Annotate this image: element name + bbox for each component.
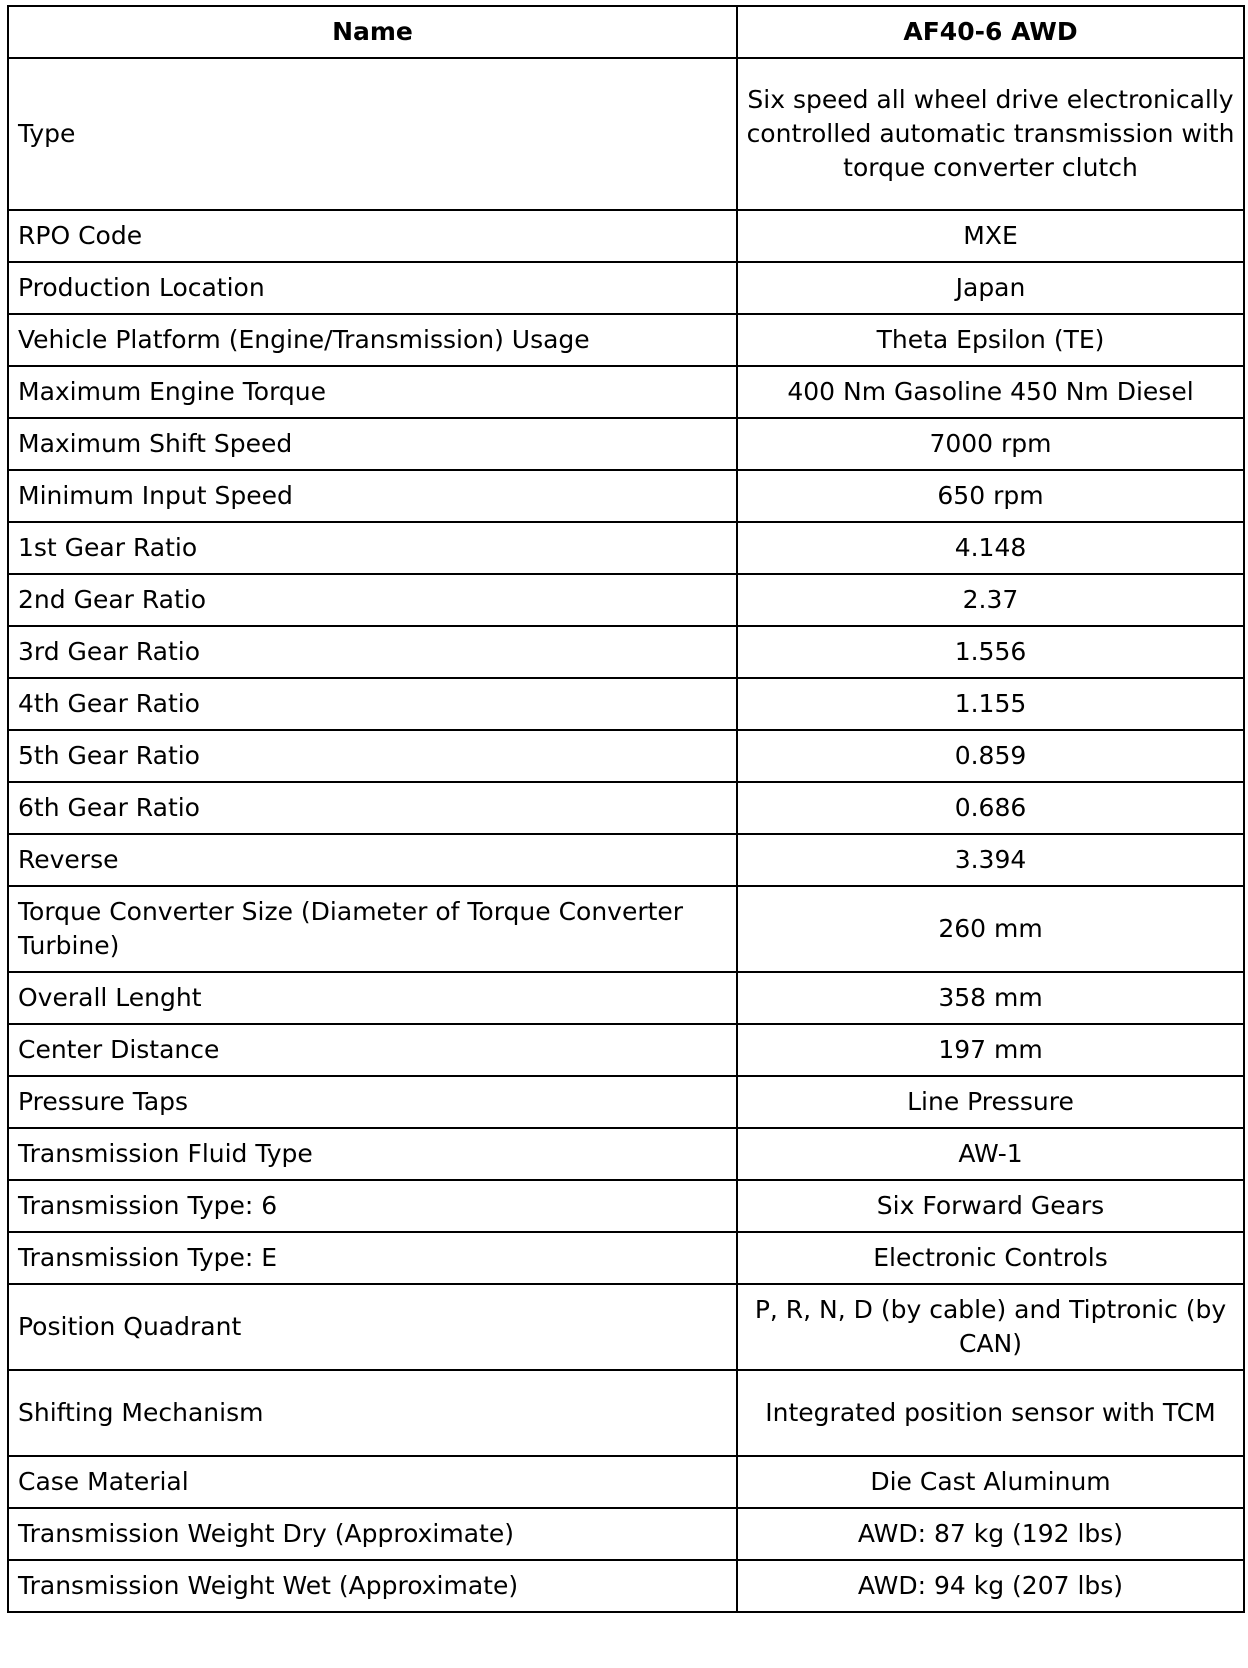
table-row xyxy=(8,366,1244,418)
spec-table xyxy=(7,5,1245,1613)
spec-name: Minimum Input Speed xyxy=(8,470,737,522)
spec-value: Integrated position sensor with TCM xyxy=(737,1370,1244,1456)
table-row xyxy=(8,1180,1244,1232)
spec-name: Shifting Mechanism xyxy=(8,1370,737,1456)
spec-value: 650 rpm xyxy=(737,470,1244,522)
spec-name: Transmission Fluid Type xyxy=(8,1128,737,1180)
spec-value: Electronic Controls xyxy=(737,1232,1244,1284)
spec-value: 0.686 xyxy=(737,782,1244,834)
spec-value: Six Forward Gears xyxy=(737,1180,1244,1232)
spec-value: 1.556 xyxy=(737,626,1244,678)
table-row xyxy=(8,1370,1244,1456)
spec-name: Maximum Engine Torque xyxy=(8,366,737,418)
table-row xyxy=(8,972,1244,1024)
spec-name: 5th Gear Ratio xyxy=(8,730,737,782)
table-row xyxy=(8,1024,1244,1076)
table-row xyxy=(8,730,1244,782)
table-row xyxy=(8,314,1244,366)
table-row xyxy=(8,1560,1244,1612)
spec-value: AWD: 87 kg (192 lbs) xyxy=(737,1508,1244,1560)
spec-name: RPO Code xyxy=(8,210,737,262)
table-row xyxy=(8,1284,1244,1370)
column-header-name: Name xyxy=(8,6,737,58)
table-row xyxy=(8,58,1244,210)
spec-value: Theta Epsilon (TE) xyxy=(737,314,1244,366)
table-row xyxy=(8,574,1244,626)
spec-value: 2.37 xyxy=(737,574,1244,626)
spec-value: AW-1 xyxy=(737,1128,1244,1180)
spec-name: 3rd Gear Ratio xyxy=(8,626,737,678)
table-row xyxy=(8,522,1244,574)
spec-value: 3.394 xyxy=(737,834,1244,886)
spec-value: Six speed all wheel drive electronically controlled automatic transmission with torque converter clutch xyxy=(737,58,1244,210)
table-row xyxy=(8,834,1244,886)
spec-value: Line Pressure xyxy=(737,1076,1244,1128)
column-header-value: AF40-6 AWD xyxy=(737,6,1244,58)
spec-name: 2nd Gear Ratio xyxy=(8,574,737,626)
spec-name: 4th Gear Ratio xyxy=(8,678,737,730)
table-row xyxy=(8,470,1244,522)
spec-name: Maximum Shift Speed xyxy=(8,418,737,470)
spec-value: 197 mm xyxy=(737,1024,1244,1076)
spec-name: Transmission Weight Wet (Approximate) xyxy=(8,1560,737,1612)
table-row xyxy=(8,626,1244,678)
table-row xyxy=(8,262,1244,314)
table-row xyxy=(8,1508,1244,1560)
spec-name: Production Location xyxy=(8,262,737,314)
table-row xyxy=(8,1456,1244,1508)
table-header-row xyxy=(8,6,1244,58)
spec-value: 0.859 xyxy=(737,730,1244,782)
spec-name: Pressure Taps xyxy=(8,1076,737,1128)
spec-name: Case Material xyxy=(8,1456,737,1508)
spec-value: Die Cast Aluminum xyxy=(737,1456,1244,1508)
table-row xyxy=(8,210,1244,262)
spec-value: MXE xyxy=(737,210,1244,262)
table-row xyxy=(8,1232,1244,1284)
spec-name: Torque Converter Size (Diameter of Torque Converter Turbine) xyxy=(8,886,737,972)
spec-value: 400 Nm Gasoline 450 Nm Diesel xyxy=(737,366,1244,418)
table-row xyxy=(8,886,1244,972)
spec-name: Transmission Type: 6 xyxy=(8,1180,737,1232)
spec-name: Vehicle Platform (Engine/Transmission) Usage xyxy=(8,314,737,366)
table-row xyxy=(8,418,1244,470)
spec-name: 1st Gear Ratio xyxy=(8,522,737,574)
spec-name: Center Distance xyxy=(8,1024,737,1076)
spec-name: Transmission Type: E xyxy=(8,1232,737,1284)
spec-name: Overall Lenght xyxy=(8,972,737,1024)
spec-value: 1.155 xyxy=(737,678,1244,730)
spec-value: 4.148 xyxy=(737,522,1244,574)
spec-value: 260 mm xyxy=(737,886,1244,972)
spec-value: AWD: 94 kg (207 lbs) xyxy=(737,1560,1244,1612)
table-row xyxy=(8,782,1244,834)
spec-value: P, R, N, D (by cable) and Tiptronic (by CAN) xyxy=(737,1284,1244,1370)
spec-name: Reverse xyxy=(8,834,737,886)
spec-name: Position Quadrant xyxy=(8,1284,737,1370)
table-row xyxy=(8,1128,1244,1180)
spec-value: Japan xyxy=(737,262,1244,314)
spec-name: Transmission Weight Dry (Approximate) xyxy=(8,1508,737,1560)
table-row xyxy=(8,678,1244,730)
spec-value: 7000 rpm xyxy=(737,418,1244,470)
spec-value: 358 mm xyxy=(737,972,1244,1024)
table-row xyxy=(8,1076,1244,1128)
spec-name: 6th Gear Ratio xyxy=(8,782,737,834)
spec-name: Type xyxy=(8,58,737,210)
